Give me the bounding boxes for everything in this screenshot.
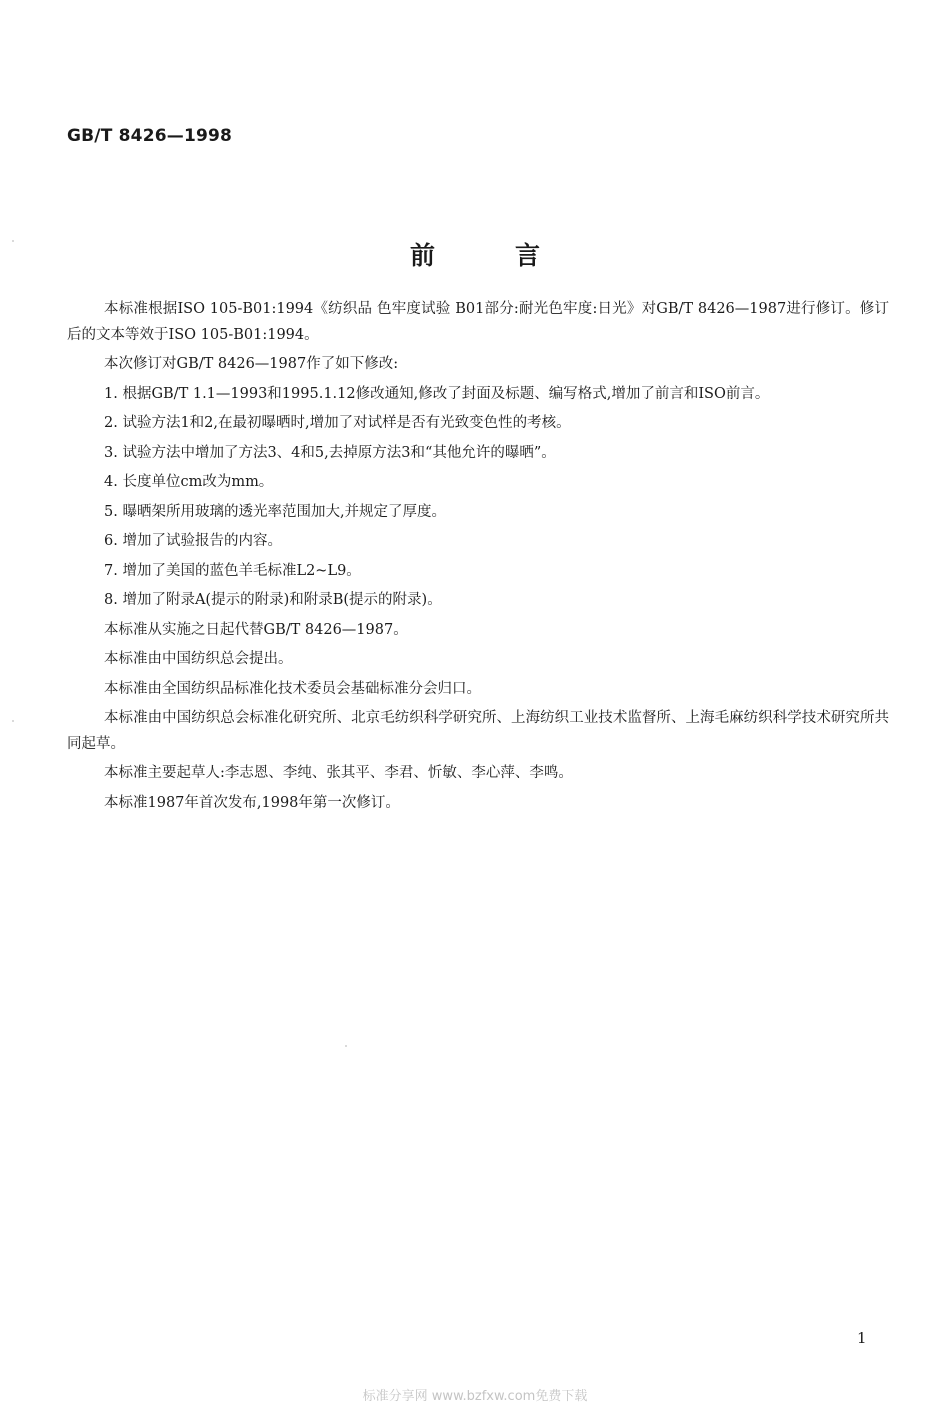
paragraph: 本标准根据ISO 105-B01:1994《纺织品 色牢度试验 B01部分:耐光色牢度:日光》对GB/T 8426—1987进行修订。修订后的文本等效于ISO 105-B01:1994。 [67, 301, 889, 343]
paragraph: 本次修订对GB/T 8426—1987作了如下修改: [104, 356, 399, 372]
foreword-body [67, 297, 889, 816]
list-item: 3. 试验方法中增加了方法3、4和5,去掉原方法3和“其他允许的曝晒”。 [104, 444, 556, 461]
list-item: 8. 增加了附录A(提示的附录)和附录B(提示的附录)。 [104, 592, 442, 608]
paragraph: 本标准1987年首次发布,1998年第一次修订。 [104, 794, 400, 811]
list-item: 1. 根据GB/T 1.1—1993和1995.1.12修改通知,修改了封面及标题、编写格式,增加了前言和ISO前言。 [104, 385, 770, 402]
page-title: 前言 [409, 241, 620, 270]
scan-speck [12, 720, 14, 722]
standard-code: GB/T 8426—1998 [67, 126, 233, 146]
list-item: 4. 长度单位cm改为mm。 [104, 474, 274, 490]
scan-speck [345, 1045, 347, 1047]
page-number: 1 [857, 1329, 867, 1347]
paragraph: 本标准由全国纺织品标准化技术委员会基础标准分会归口。 [104, 680, 481, 697]
paragraph: 本标准由中国纺织总会标准化研究所、北京毛纺织科学研究所、上海纺织工业技术监督所、上海毛麻纺织科学技术研究所共同起草。 [67, 710, 889, 752]
paragraph: 本标准主要起草人:李志恩、李纯、张其平、李君、忻敏、李心萍、李鸣。 [104, 765, 573, 781]
watermark: 标准分享网 www.bzfxw.com免费下载 [362, 1389, 588, 1404]
list-item: 5. 曝晒架所用玻璃的透光率范围加大,并规定了厚度。 [104, 503, 447, 520]
paragraph: 本标准由中国纺织总会提出。 [104, 651, 293, 667]
list-item: 7. 增加了美国的蓝色羊毛标准L2~L9。 [104, 562, 361, 579]
list-item: 6. 增加了试验报告的内容。 [104, 533, 282, 549]
list-item: 2. 试验方法1和2,在最初曝晒时,增加了对试样是否有光致变色性的考核。 [104, 415, 571, 431]
paragraph: 本标准从实施之日起代替GB/T 8426—1987。 [104, 621, 408, 638]
scan-speck [12, 240, 14, 242]
